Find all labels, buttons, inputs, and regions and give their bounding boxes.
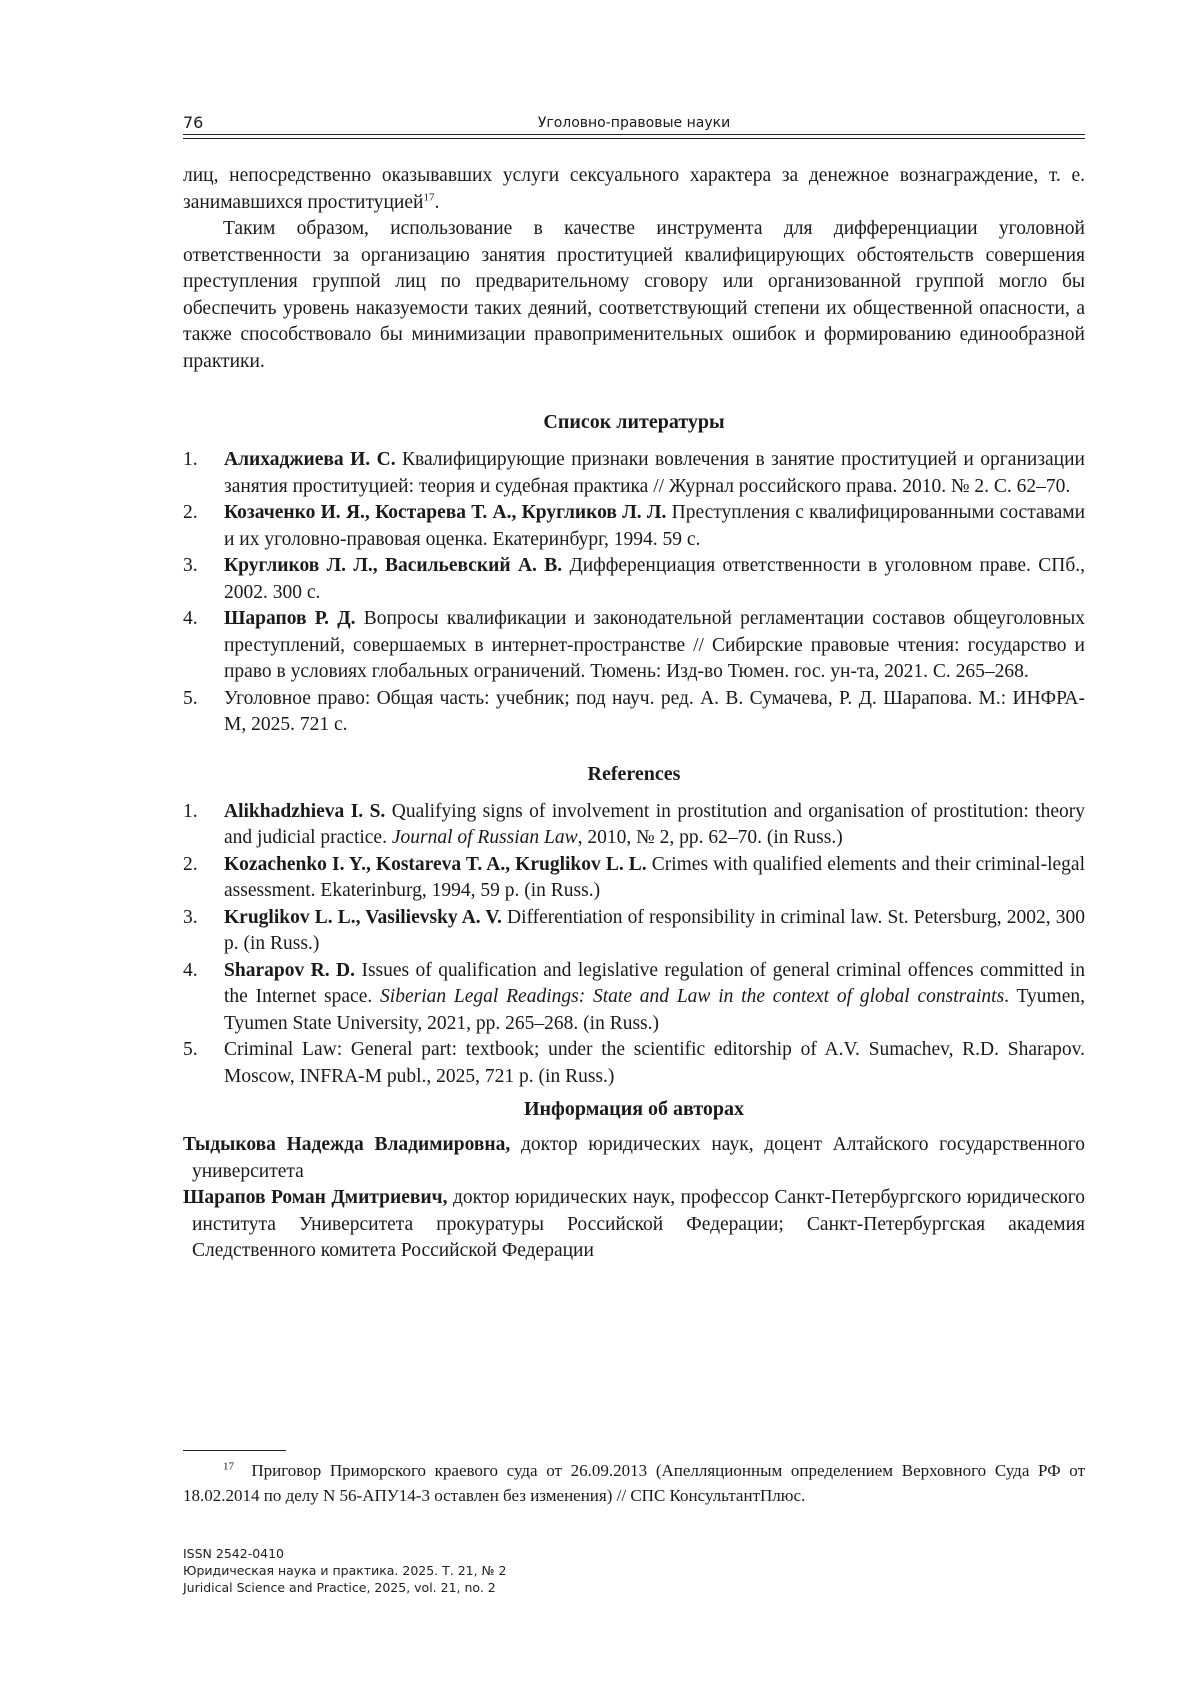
- item-text: Crimes with qualified elements and their criminal-legal assessment. Ekaterinburg, 1994, 59 p. (in Russ.): [224, 853, 1085, 901]
- reference-item: [183, 905, 1085, 958]
- page-footer: [183, 1545, 683, 1596]
- item-source-title: Siberian Legal Readings: State and Law in the context of global constraints: [380, 986, 1005, 1007]
- footnote-rule: [183, 1450, 286, 1451]
- item-source-title: Journal of Russian Law: [391, 827, 578, 848]
- item-text: Issues of qualification and legislative regulation of general criminal offences committed in the Internet space.: [224, 959, 1085, 1007]
- item-text: Criminal Law: General part: textbook; under the scientific editorship of A.V. Sumachev, R.D. Sharapov. Moscow, INFRA-M publ., 2025, 721 p. (in Russ.): [224, 1039, 1085, 1087]
- literature-heading: Список литературы: [543, 411, 725, 433]
- footnote-mark-wrap: [183, 1461, 234, 1480]
- item-number: 2.: [183, 502, 198, 523]
- references-heading: References: [587, 762, 681, 785]
- item-text: Qualifying signs of involvement in prostitution and organisation of prostitution: theory and judicial practice.: [224, 800, 1085, 848]
- author-info: [183, 1132, 1085, 1185]
- reference-item: [183, 852, 1085, 905]
- item-number: 5.: [183, 1039, 198, 1060]
- item-authors: Козаченко И. Я., Костарева Т. А., Кругликов Л. Л.: [224, 502, 667, 523]
- item-text: Differentiation of responsibility in criminal law. St. Petersburg, 2002, 300 p. (in Russ.): [224, 906, 1085, 954]
- footnote-mark: 17: [223, 1460, 234, 1473]
- item-authors: Алихаджиева И. С.: [224, 449, 396, 470]
- item-number: 5.: [183, 687, 198, 709]
- item-text: Преступления с квалифицированными составами и их уголовно-правовая оценка. Екатеринбург, 1994. 59 с.: [224, 502, 1086, 550]
- item-tail: , 2010, № 2, pp. 62–70. (in Russ.): [577, 827, 843, 848]
- reference-item: [183, 958, 1085, 1038]
- item-authors: Kozachenko I. Y., Kostareva T. A., Kruglikov L. L.: [224, 853, 647, 875]
- item-number: 4.: [183, 608, 198, 629]
- item-authors: Sharapov R. D.: [224, 959, 355, 981]
- paragraph-conclusion: Таким образом, использование в качестве инструмента для дифференциации уголовной ответственности за организацию занятия проституцией квалифицирующих обстоятельств совершения преступления группой лиц по предварительному сговору или организованной группой могло бы обеспечить уровень наказуемости таких деяний, соответствующий степени их общественной опасности, а также способствовало бы минимизации правоприменительных ошибок и формированию единообразной практики.: [183, 218, 1085, 372]
- header-rule-top: [183, 134, 1085, 135]
- page-number: 76: [183, 113, 204, 132]
- author-name: Шарапов Роман Дмитриевич,: [183, 1187, 448, 1208]
- item-number: 1.: [183, 449, 198, 470]
- item-tail: . Tyumen, Tyumen State University, 2021, pp. 265–268. (in Russ.): [224, 986, 1085, 1034]
- author-affiliation: доктор юридических наук, профессор Санкт-Петербургского юридического института Университета прокуратуры Российской Федерации; Санкт-Петербургская академия Следственного комитета Российской Федерации: [192, 1187, 1085, 1261]
- author-affiliation: доктор юридических наук, доцент Алтайского государственного университета: [192, 1134, 1085, 1182]
- item-number: 4.: [183, 959, 198, 981]
- author-info: [183, 1185, 1085, 1265]
- paragraph-end: .: [434, 191, 440, 213]
- literature-item: [183, 553, 1085, 606]
- item-text: Дифференциация ответственности в уголовном праве. СПб., 2002. 300 с.: [224, 555, 1086, 603]
- item-authors: Кругликов Л. Л., Васильевский А. В.: [224, 555, 563, 576]
- journal-citation-en: Juridical Science and Practice, 2025, vol. 21, no. 2: [183, 1580, 496, 1595]
- references-list: [183, 799, 1085, 1091]
- footnote: [183, 1458, 1085, 1508]
- header-rule-bottom: [183, 138, 1085, 139]
- item-number: 1.: [183, 800, 198, 822]
- journal-citation-ru: Юридическая наука и практика. 2025. Т. 21, № 2: [183, 1563, 507, 1578]
- item-authors: Kruglikov L. L., Vasilievsky A. V.: [224, 906, 502, 928]
- literature-item: [183, 447, 1085, 500]
- item-number: 3.: [183, 555, 198, 576]
- literature-list: [183, 447, 1085, 739]
- item-text: Вопросы квалификации и законодательной регламентации составов общеуголовных преступлений, совершаемых в интернет-пространстве // Сибирские правовые чтения: государство и право в условиях глобальных ограничений. Тюмень: Изд-во Тюмен. гос. ун-та, 2021. С. 265–268.: [224, 608, 1085, 682]
- item-authors: Alikhadzhieva I. S.: [224, 800, 386, 822]
- item-number: 2.: [183, 853, 198, 875]
- issn: ISSN 2542-0410: [183, 1546, 285, 1561]
- footnote-ref[interactable]: 17: [423, 191, 435, 203]
- item-authors: Шарапов Р. Д.: [224, 608, 356, 629]
- page-header: [183, 113, 1085, 135]
- running-title: Уголовно-правовые науки: [537, 115, 731, 131]
- literature-item: [183, 606, 1085, 686]
- authors-heading: Информация об авторах: [523, 1098, 745, 1120]
- reference-item: [183, 799, 1085, 852]
- item-number: 3.: [183, 906, 198, 928]
- item-text: Квалифицирующие признаки вовлечения в занятие проституцией и организации занятия проституцией: теория и судебная практика // Журнал российского права. 2010. № 2. С. 62–70.: [224, 449, 1085, 497]
- item-text: Уголовное право: Общая часть: учебник; под науч. ред. А. В. Сумачева, Р. Д. Шарапова. М.: ИНФРА-М, 2025. 721 с.: [224, 687, 1085, 735]
- literature-item: [183, 500, 1085, 553]
- author-name: Тыдыкова Надежда Владимировна,: [183, 1134, 511, 1155]
- reference-item: [183, 1037, 1085, 1090]
- literature-item: [183, 686, 1085, 739]
- footnote-text: Приговор Приморского краевого суда от 26.09.2013 (Апелляционным определением Верховного Суда РФ от 18.02.2014 по делу N 56-АПУ14-3 оставлен без изменения) // СПС КонсультантПлюс.: [183, 1461, 1086, 1505]
- paragraph-text: лиц, непосредственно оказывавших услуги сексуального характера за денежное вознаграждение, т. е. занимавшихся проституцией: [183, 165, 1085, 213]
- paragraph-continuation: [183, 163, 1085, 216]
- article-body: [183, 163, 1085, 1265]
